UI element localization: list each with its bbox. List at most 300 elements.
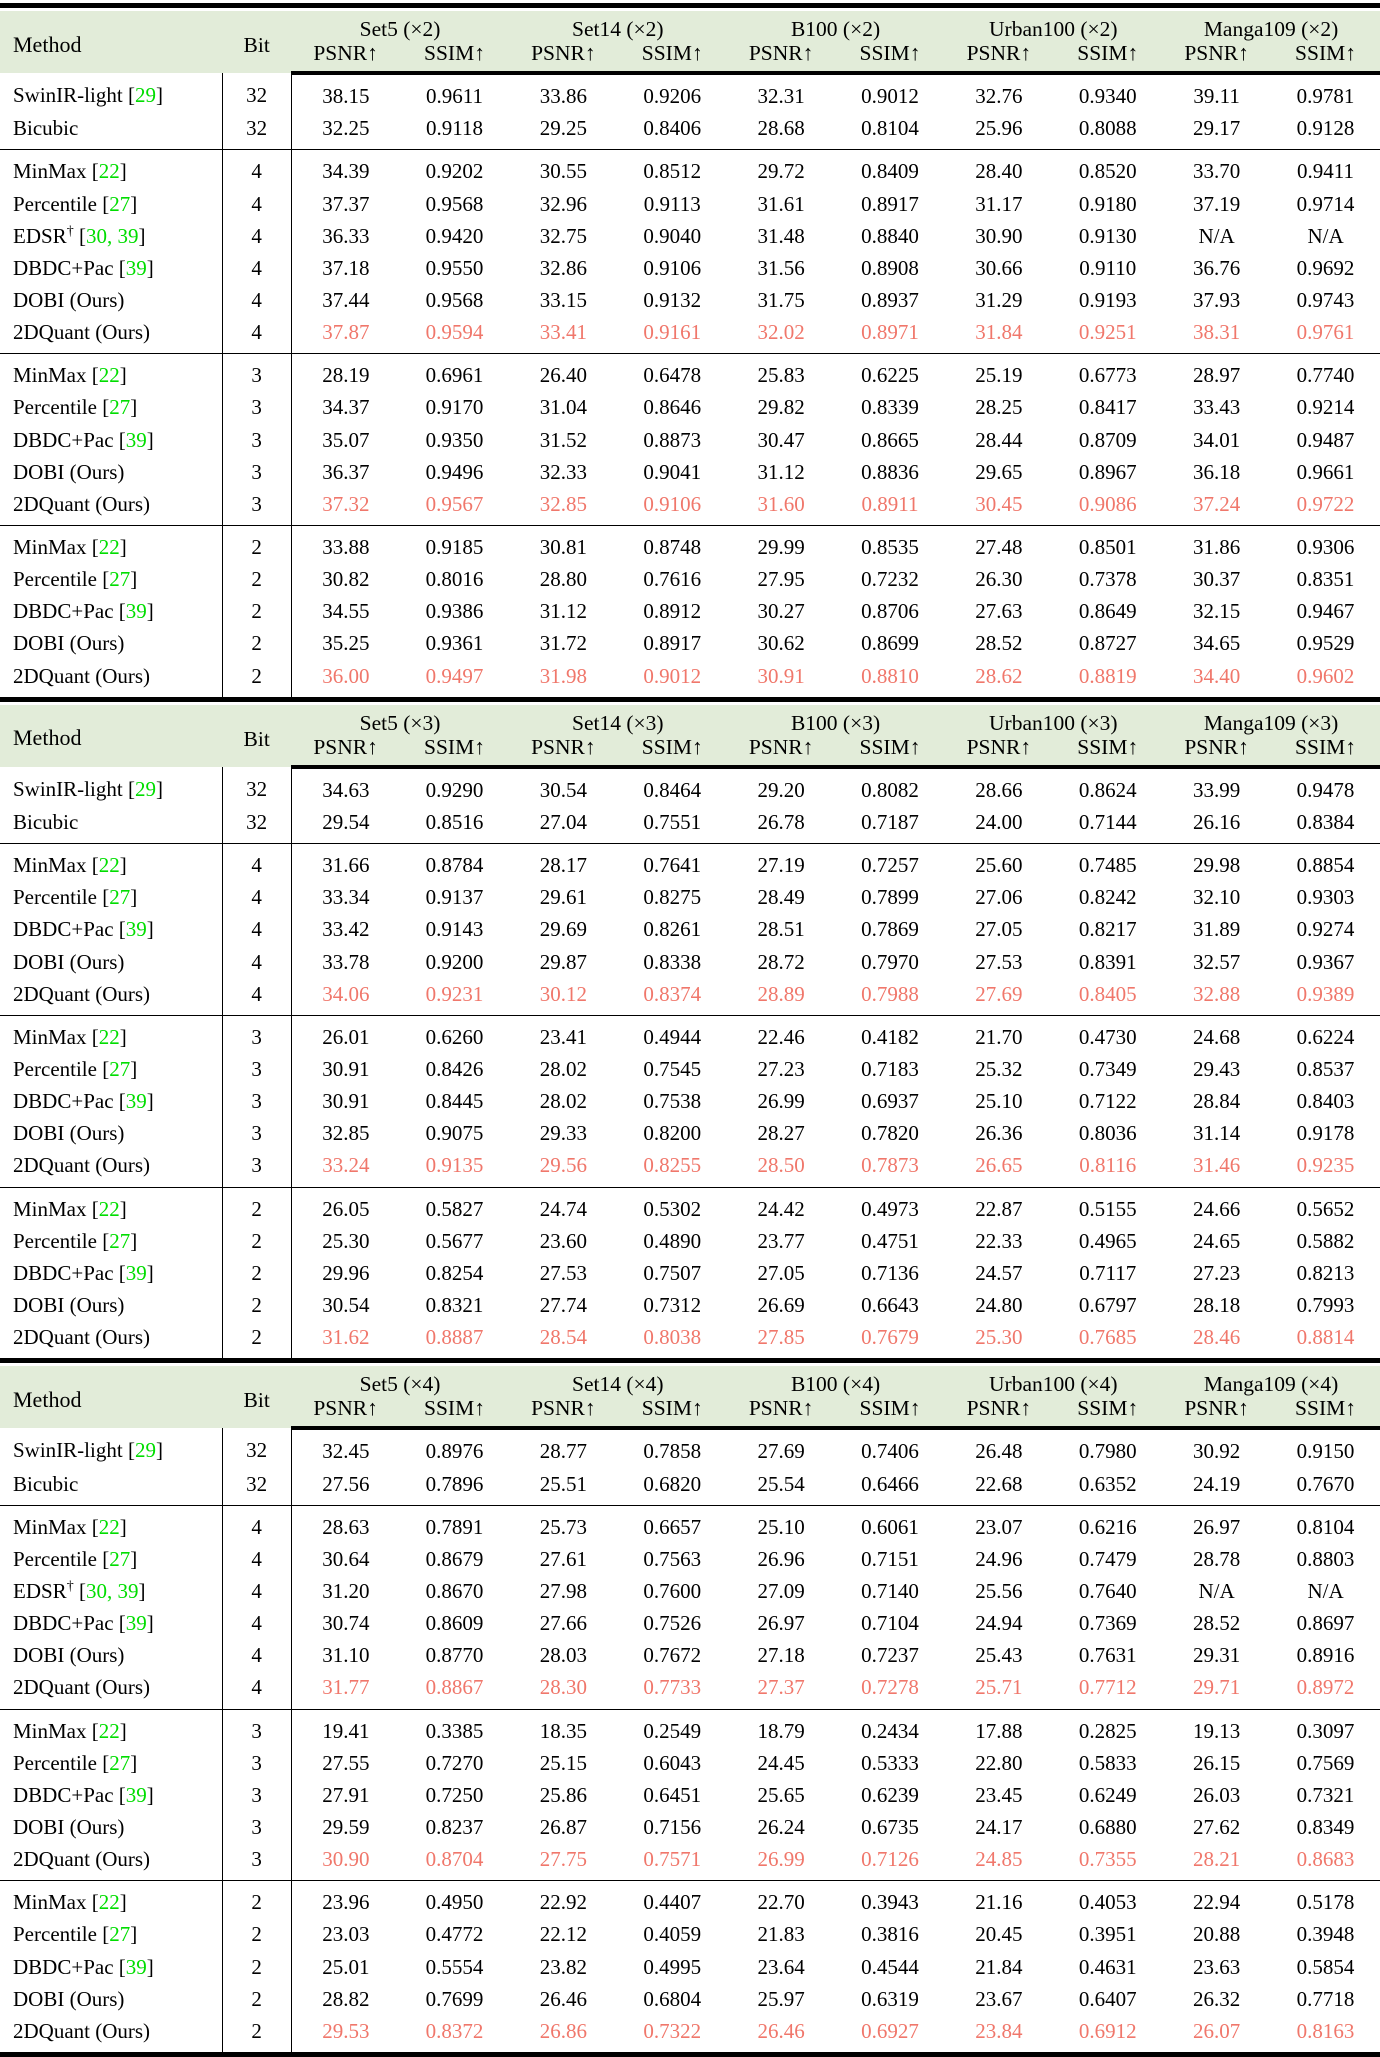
psnr-cell: 28.17 [539, 853, 587, 878]
bit-cell: 4 [222, 881, 291, 913]
ssim-cell: 0.7378 [1078, 567, 1137, 592]
psnr-cell: 26.69 [757, 1292, 805, 1317]
ssim-cell: 0.8665 [861, 427, 919, 452]
method-cell [0, 1671, 222, 1709]
psnr-cell: 22.70 [757, 1890, 805, 1915]
psnr-cell: 31.12 [539, 599, 587, 624]
method-row [0, 1117, 1380, 1149]
method-name: SwinIR-light [13, 776, 123, 801]
psnr-cell: 27.69 [975, 981, 1023, 1006]
ssim-cell: 0.9386 [425, 599, 484, 624]
citation-link[interactable]: 22 [98, 1196, 120, 1221]
ssim-cell: 0.9132 [643, 288, 702, 312]
psnr-header: PSNR↑ [1162, 41, 1271, 73]
psnr-cell: 27.04 [539, 809, 587, 834]
ssim-cell: 0.7685 [1078, 1325, 1137, 1350]
citation-link[interactable]: 27 [109, 1056, 131, 1081]
psnr-cell: 33.42 [322, 917, 370, 942]
citation-link[interactable]: 39 [125, 255, 147, 280]
ssim-cell: 0.9251 [1078, 320, 1137, 345]
highlighted-method-row [0, 488, 1380, 526]
method-row [0, 252, 1380, 284]
psnr-cell: 30.54 [539, 777, 587, 802]
citation-link[interactable]: 39 [125, 1611, 147, 1636]
psnr-cell: 37.93 [1192, 288, 1241, 312]
psnr-cell: 29.98 [1192, 853, 1241, 878]
ssim-cell: 0.6216 [1078, 1514, 1137, 1539]
bit-cell: 2 [222, 2015, 291, 2055]
method-row [0, 1468, 1380, 1506]
ssim-cell: 0.8679 [425, 1546, 484, 1571]
method-cell [0, 767, 222, 806]
ssim-cell: 0.8403 [1296, 1089, 1355, 1114]
ssim-cell: 0.8516 [425, 809, 484, 834]
method-row [0, 1918, 1380, 1950]
psnr-cell: 28.02 [539, 1089, 587, 1114]
bit-cell: 4 [222, 1575, 291, 1607]
citation-link[interactable]: 22 [98, 1718, 120, 1743]
results-table-scale-2 [0, 11, 1380, 702]
citation-bracket-close: ] [119, 1024, 127, 1049]
psnr-cell: 28.52 [975, 631, 1023, 656]
psnr-cell: 19.41 [322, 1718, 370, 1743]
ssim-header: SSIM↑ [1053, 735, 1162, 767]
ssim-cell: 0.7151 [861, 1546, 919, 1571]
psnr-cell: 22.92 [539, 1890, 587, 1915]
ssim-cell: 0.8683 [1296, 1847, 1355, 1872]
citation-link[interactable]: 22 [98, 1890, 120, 1915]
ssim-cell: 0.8213 [1296, 1260, 1355, 1285]
header-row-datasets [0, 1366, 1380, 1396]
psnr-cell: 28.03 [539, 1643, 587, 1668]
bit-cell: 2 [222, 1225, 291, 1257]
ssim-cell: 0.9137 [425, 885, 484, 910]
ssim-cell: 0.7406 [861, 1439, 919, 1464]
method-cell [0, 1575, 222, 1607]
citation-link[interactable]: 39 [125, 427, 147, 452]
ssim-cell: 0.6239 [861, 1782, 919, 1807]
method-name: DBDC+Pac [13, 1611, 114, 1636]
citation-bracket-close: ] [119, 159, 127, 184]
citation-link[interactable]: 27 [109, 1228, 131, 1253]
ssim-cell: 0.8242 [1078, 885, 1137, 910]
psnr-cell: 23.45 [975, 1782, 1023, 1807]
citation-link[interactable]: 39 [125, 1782, 147, 1807]
method-row [0, 946, 1380, 978]
citation-bracket-open: [ [113, 427, 126, 452]
psnr-cell: 26.48 [975, 1439, 1023, 1464]
method-row [0, 188, 1380, 220]
psnr-cell: 30.37 [1192, 567, 1241, 592]
method-cell [0, 1881, 222, 1919]
psnr-cell: 29.65 [975, 459, 1023, 484]
psnr-cell: 24.00 [975, 809, 1023, 834]
psnr-cell: 24.19 [1192, 1471, 1241, 1496]
ssim-cell: 0.7321 [1296, 1782, 1355, 1807]
psnr-cell: 26.36 [975, 1121, 1023, 1146]
ssim-cell: 0.6478 [643, 363, 702, 388]
psnr-cell: 24.17 [975, 1814, 1023, 1839]
method-cell [0, 188, 222, 220]
ssim-cell: 0.9389 [1296, 981, 1355, 1006]
highlighted-method-row [0, 660, 1380, 700]
ssim-cell: 0.9361 [425, 631, 484, 656]
psnr-cell: 27.91 [322, 1782, 370, 1807]
ssim-cell: 0.7988 [861, 981, 919, 1006]
method-row [0, 1709, 1380, 1747]
citation-link[interactable]: 30, 39 [85, 1578, 139, 1603]
citation-bracket-open: [ [86, 534, 99, 559]
header-row-datasets [0, 705, 1380, 735]
ssim-cell: 0.8406 [643, 116, 702, 141]
psnr-cell: 30.91 [322, 1089, 370, 1114]
citation-link[interactable]: 22 [98, 534, 120, 559]
method-cell [0, 1225, 222, 1257]
ssim-cell: 0.9611 [425, 84, 483, 109]
psnr-cell: 25.65 [757, 1782, 805, 1807]
psnr-cell: 31.62 [322, 1325, 370, 1350]
psnr-cell: 27.53 [975, 949, 1023, 974]
psnr-cell: 32.57 [1192, 949, 1241, 974]
psnr-cell: 32.25 [322, 116, 370, 141]
bit-cell: 2 [222, 660, 291, 700]
psnr-cell: 26.07 [1192, 2018, 1241, 2043]
ssim-cell: 0.9202 [425, 159, 484, 184]
citation-link[interactable]: 27 [109, 395, 131, 420]
ssim-cell: 0.7545 [643, 1056, 702, 1081]
ssim-cell: 0.3948 [1296, 1922, 1355, 1947]
citation-link[interactable]: 22 [98, 1024, 120, 1049]
citation-link[interactable]: 27 [109, 1546, 131, 1571]
citation-link[interactable]: 39 [125, 917, 147, 942]
psnr-cell: 24.85 [975, 1847, 1023, 1872]
citation-link[interactable]: 27 [109, 191, 131, 216]
ssim-cell: 0.7970 [861, 949, 919, 974]
method-name: 2DQuant (Ours) [13, 491, 151, 516]
citation-link[interactable]: 27 [109, 1750, 131, 1775]
citation-bracket-open: [ [96, 1750, 110, 1775]
ssim-cell: 0.7712 [1078, 1675, 1137, 1700]
ssim-header: SSIM↑ [400, 41, 509, 73]
psnr-cell: 33.43 [1192, 395, 1241, 420]
citation-link[interactable]: 30, 39 [85, 223, 139, 248]
method-row [0, 1881, 1380, 1919]
citation-link[interactable]: 39 [125, 1954, 147, 1979]
ssim-cell: 0.7187 [861, 809, 919, 834]
psnr-cell: 34.06 [322, 981, 370, 1006]
citation-link[interactable]: 39 [125, 599, 147, 624]
method-name: Bicubic [13, 809, 79, 834]
ssim-cell: 0.4407 [643, 1890, 702, 1915]
psnr-cell: 22.33 [975, 1228, 1023, 1253]
bit-cell: 2 [222, 563, 291, 595]
psnr-cell: 27.05 [975, 917, 1023, 942]
ssim-cell: 0.8646 [643, 395, 702, 420]
method-name: 2DQuant (Ours) [13, 1847, 151, 1872]
psnr-cell: 26.01 [322, 1024, 370, 1049]
method-cell [0, 2015, 222, 2055]
ssim-cell: 0.6804 [643, 1986, 702, 2011]
ssim-cell: 0.9467 [1296, 599, 1355, 624]
results-table-scale-3 [0, 705, 1380, 1364]
psnr-cell: 27.98 [539, 1578, 587, 1603]
bit-cell: 3 [222, 1149, 291, 1187]
ssim-cell: 0.8200 [643, 1121, 702, 1146]
citation-link[interactable]: 22 [98, 853, 120, 878]
citation-bracket-open: [ [113, 1260, 126, 1285]
ssim-cell: 0.7355 [1078, 1847, 1137, 1872]
ssim-cell: 0.8445 [425, 1089, 484, 1114]
method-row [0, 1779, 1380, 1811]
citation-link[interactable]: 27 [109, 1922, 131, 1947]
method-name: EDSR [13, 1578, 67, 1603]
ssim-cell: 0.5333 [861, 1750, 919, 1775]
citation-link[interactable]: 27 [109, 567, 131, 592]
bit-cell: 4 [222, 946, 291, 978]
method-name: Bicubic [13, 116, 79, 141]
citation-bracket-open: [ [86, 363, 99, 388]
citation-link[interactable]: 29 [134, 83, 156, 108]
psnr-cell: 26.16 [1192, 809, 1241, 834]
ssim-cell: 0.9075 [425, 1121, 484, 1146]
method-row [0, 913, 1380, 945]
psnr-cell: 28.50 [757, 1153, 805, 1178]
psnr-cell: 32.33 [539, 459, 587, 484]
psnr-cell: 36.00 [322, 663, 370, 688]
psnr-cell: 25.97 [757, 1986, 805, 2011]
psnr-cell: 29.53 [322, 2018, 370, 2043]
ssim-cell: 0.2434 [861, 1718, 919, 1743]
method-name: DOBI (Ours) [13, 1986, 125, 2011]
dataset-header: Manga109 (×3) [1162, 705, 1380, 735]
ssim-cell: 0.7641 [643, 853, 702, 878]
method-cell [0, 1321, 222, 1361]
psnr-header: PSNR↑ [944, 735, 1053, 767]
citation-bracket-open: [ [86, 1514, 99, 1539]
bit-cell: 32 [222, 112, 291, 150]
ssim-cell: 0.9340 [1078, 84, 1137, 109]
citation-link[interactable]: 27 [109, 885, 131, 910]
ssim-cell: 0.4973 [861, 1196, 919, 1221]
citation-link[interactable]: 22 [98, 159, 120, 184]
ssim-cell: 0.9106 [643, 491, 702, 516]
method-cell [0, 1709, 222, 1747]
psnr-header: PSNR↑ [291, 1396, 400, 1428]
psnr-cell: 35.25 [322, 631, 370, 656]
ssim-cell: 0.6319 [861, 1986, 919, 2011]
ssim-cell: 0.9206 [643, 84, 702, 109]
bit-cell: 2 [222, 1257, 291, 1289]
ssim-cell: 0.4890 [643, 1228, 702, 1253]
citation-link[interactable]: 22 [98, 1514, 120, 1539]
bit-cell: 4 [222, 978, 291, 1016]
ssim-cell: 0.6643 [861, 1292, 919, 1317]
psnr-cell: 31.14 [1192, 1121, 1241, 1146]
psnr-cell: 32.85 [539, 491, 587, 516]
ssim-cell: 0.8887 [425, 1325, 484, 1350]
citation-bracket-close: ] [119, 534, 127, 559]
method-name: Percentile [13, 567, 97, 592]
method-row [0, 563, 1380, 595]
dagger-sup: † [66, 223, 74, 239]
bit-group [0, 1881, 1380, 2055]
citation-bracket-close: ] [146, 917, 154, 942]
ssim-cell: 0.4944 [643, 1024, 702, 1049]
psnr-cell: 25.83 [757, 363, 805, 388]
ssim-cell: 0.7551 [643, 809, 702, 834]
psnr-cell: 31.52 [539, 427, 587, 452]
ssim-cell: 0.9497 [425, 663, 484, 688]
citation-bracket-open: [ [122, 83, 135, 108]
ssim-cell: 0.9128 [1296, 116, 1355, 141]
psnr-cell: 25.60 [975, 853, 1023, 878]
citation-link[interactable]: 29 [134, 776, 156, 801]
psnr-cell: 28.44 [975, 427, 1023, 452]
ssim-cell: 0.8697 [1296, 1611, 1355, 1636]
citation-bracket-close: ] [130, 1056, 138, 1081]
method-cell [0, 1747, 222, 1779]
method-cell [0, 946, 222, 978]
ssim-cell: 0.7820 [861, 1121, 919, 1146]
citation-link[interactable]: 39 [125, 1260, 147, 1285]
method-row [0, 881, 1380, 913]
method-row [0, 73, 1380, 112]
ssim-cell: 0.9161 [643, 320, 702, 345]
ssim-cell: 0.7571 [643, 1847, 702, 1872]
method-name: 2DQuant (Ours) [13, 1675, 151, 1700]
psnr-cell: 29.82 [757, 395, 805, 420]
psnr-cell: 28.30 [539, 1675, 587, 1700]
ssim-header: SSIM↑ [836, 1396, 945, 1428]
psnr-cell: 22.80 [975, 1750, 1023, 1775]
ssim-cell: 0.6225 [861, 363, 919, 388]
psnr-cell: 31.10 [322, 1643, 370, 1668]
ssim-cell: 0.6352 [1078, 1471, 1137, 1496]
citation-bracket-open: [ [86, 159, 99, 184]
citation-bracket-close: ] [130, 395, 138, 420]
psnr-cell: 26.40 [539, 363, 587, 388]
ssim-cell: 0.7538 [643, 1089, 702, 1114]
ssim-header: SSIM↑ [1271, 41, 1380, 73]
psnr-cell: 23.03 [322, 1922, 370, 1947]
ssim-cell: 0.6880 [1078, 1814, 1137, 1839]
ssim-cell: 0.8374 [643, 981, 702, 1006]
citation-bracket-close: ] [138, 1578, 146, 1603]
method-cell [0, 1951, 222, 1983]
ssim-cell: 0.9550 [425, 255, 484, 280]
ssim-cell: 0.8748 [643, 534, 702, 559]
psnr-cell: 26.46 [539, 1986, 587, 2011]
bit-cell: 3 [222, 1811, 291, 1843]
bit-cell: 32 [222, 73, 291, 112]
ssim-cell: 0.5178 [1296, 1890, 1355, 1915]
bit-group [0, 767, 1380, 844]
method-name: DBDC+Pac [13, 1782, 114, 1807]
psnr-cell: 27.53 [539, 1260, 587, 1285]
citation-bracket-open: [ [113, 917, 126, 942]
ssim-cell: 0.9118 [425, 116, 483, 141]
psnr-cell: 29.17 [1192, 116, 1241, 141]
ssim-cell: 0.3816 [861, 1922, 919, 1947]
bit-group [0, 844, 1380, 1016]
method-cell [0, 220, 222, 252]
citation-link[interactable]: 22 [98, 363, 120, 388]
citation-bracket-open: [ [86, 1890, 99, 1915]
ssim-cell: 0.8163 [1296, 2018, 1355, 2043]
citation-bracket-open: [ [86, 1196, 99, 1221]
ssim-cell: 0.6797 [1078, 1292, 1137, 1317]
psnr-cell: 25.71 [975, 1675, 1023, 1700]
ssim-cell: 0.8699 [861, 631, 919, 656]
psnr-cell: 24.65 [1192, 1228, 1241, 1253]
ssim-cell: 0.8405 [1078, 981, 1137, 1006]
bit-cell: 3 [222, 1085, 291, 1117]
ssim-cell: 0.9496 [425, 459, 484, 484]
ssim-cell: 0.9012 [861, 84, 919, 109]
method-row [0, 1811, 1380, 1843]
citation-link[interactable]: 39 [125, 1089, 147, 1114]
psnr-cell: 27.06 [975, 885, 1023, 910]
ssim-cell: 0.9086 [1078, 491, 1137, 516]
bit-cell: 4 [222, 844, 291, 882]
citation-bracket-close: ] [146, 1260, 154, 1285]
ssim-cell: 0.9350 [425, 427, 484, 452]
method-row [0, 1053, 1380, 1085]
ssim-cell: 0.5302 [643, 1196, 702, 1221]
ssim-cell: 0.9594 [425, 320, 484, 345]
psnr-cell: 34.63 [322, 777, 370, 802]
method-cell [0, 913, 222, 945]
ssim-header: SSIM↑ [1271, 1396, 1380, 1428]
ssim-header: SSIM↑ [618, 1396, 727, 1428]
method-name: DOBI (Ours) [13, 459, 125, 484]
citation-bracket-close: ] [146, 1782, 154, 1807]
method-name: Percentile [13, 1750, 97, 1775]
psnr-cell: 33.88 [322, 534, 370, 559]
citation-bracket-open: [ [96, 1922, 110, 1947]
psnr-cell: N/A [1198, 1578, 1235, 1603]
psnr-cell: 26.87 [539, 1814, 587, 1839]
citation-link[interactable]: 29 [134, 1438, 156, 1463]
citation-bracket-close: ] [119, 1514, 127, 1539]
ssim-cell: 0.4772 [425, 1922, 484, 1947]
psnr-cell: 29.54 [322, 809, 370, 834]
psnr-cell: 21.83 [757, 1922, 805, 1947]
method-row [0, 1015, 1380, 1053]
ssim-cell: 0.7270 [425, 1750, 484, 1775]
psnr-cell: 31.17 [975, 191, 1023, 216]
bit-group [0, 73, 1380, 150]
ssim-cell: 0.3385 [425, 1718, 484, 1743]
psnr-cell: 28.89 [757, 981, 805, 1006]
ssim-cell: 0.7104 [861, 1611, 919, 1636]
ssim-cell: 0.8104 [861, 116, 919, 141]
ssim-cell: 0.6249 [1078, 1782, 1137, 1807]
ssim-cell: 0.7600 [643, 1578, 702, 1603]
psnr-cell: 28.18 [1192, 1292, 1241, 1317]
ssim-cell: 0.8372 [425, 2018, 484, 2043]
results-table-scale-4 [0, 1366, 1380, 2057]
psnr-cell: 29.96 [322, 1260, 370, 1285]
citation-bracket-close: ] [130, 1228, 138, 1253]
ssim-cell: 0.8911 [861, 491, 919, 516]
citation-bracket-close: ] [146, 255, 154, 280]
dataset-header: B100 (×4) [727, 1366, 945, 1396]
ssim-cell: 0.7616 [643, 567, 702, 592]
method-cell [0, 316, 222, 354]
ssim-cell: 0.8512 [643, 159, 702, 184]
ssim-cell: 0.9178 [1296, 1121, 1355, 1146]
